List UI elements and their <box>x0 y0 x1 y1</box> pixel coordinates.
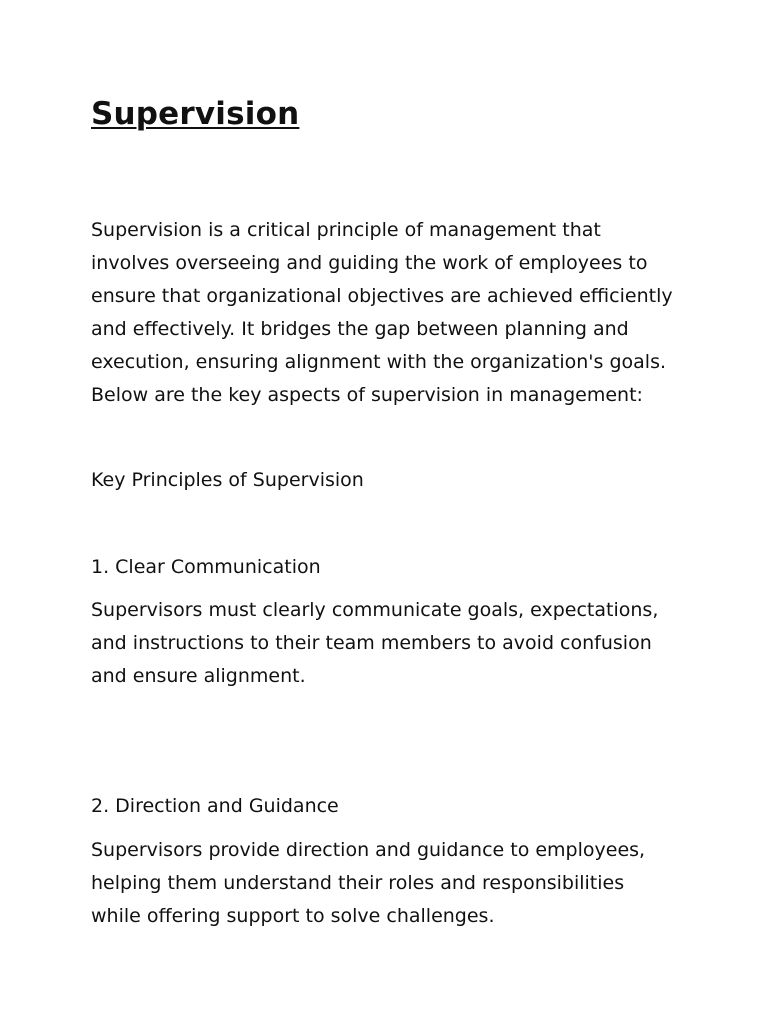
intro-line: Below are the key aspects of supervision in management: <box>91 384 643 406</box>
section-heading: Key Principles of Supervision <box>91 469 364 491</box>
intro-line: execution, ensuring alignment with the organization's goals. <box>91 351 667 373</box>
intro-line: and effectively. It bridges the gap between planning and <box>91 318 629 340</box>
principle-body-clear-communication <box>91 594 691 693</box>
page-title: Supervision <box>91 96 300 132</box>
principle-heading-clear-communication: 1. Clear Communication <box>91 556 321 578</box>
principle-body-line: Supervisors must clearly communicate goals, expectations, <box>91 599 659 621</box>
intro-paragraph <box>91 214 691 412</box>
intro-line: involves overseeing and guiding the work of employees to <box>91 252 648 274</box>
principle-body-line: and instructions to their team members to avoid confusion <box>91 632 652 654</box>
principle-body-line: helping them understand their roles and responsibilities <box>91 872 625 894</box>
principle-heading-direction-guidance: 2. Direction and Guidance <box>91 795 339 817</box>
principle-body-line: Supervisors provide direction and guidance to employees, <box>91 839 646 861</box>
intro-line: Supervision is a critical principle of management that <box>91 219 601 241</box>
principle-body-line: while offering support to solve challenges. <box>91 905 495 927</box>
intro-line: ensure that organizational objectives are achieved efficiently <box>91 285 673 307</box>
principle-body-line: and ensure alignment. <box>91 665 306 687</box>
principle-body-direction-guidance <box>91 834 691 933</box>
